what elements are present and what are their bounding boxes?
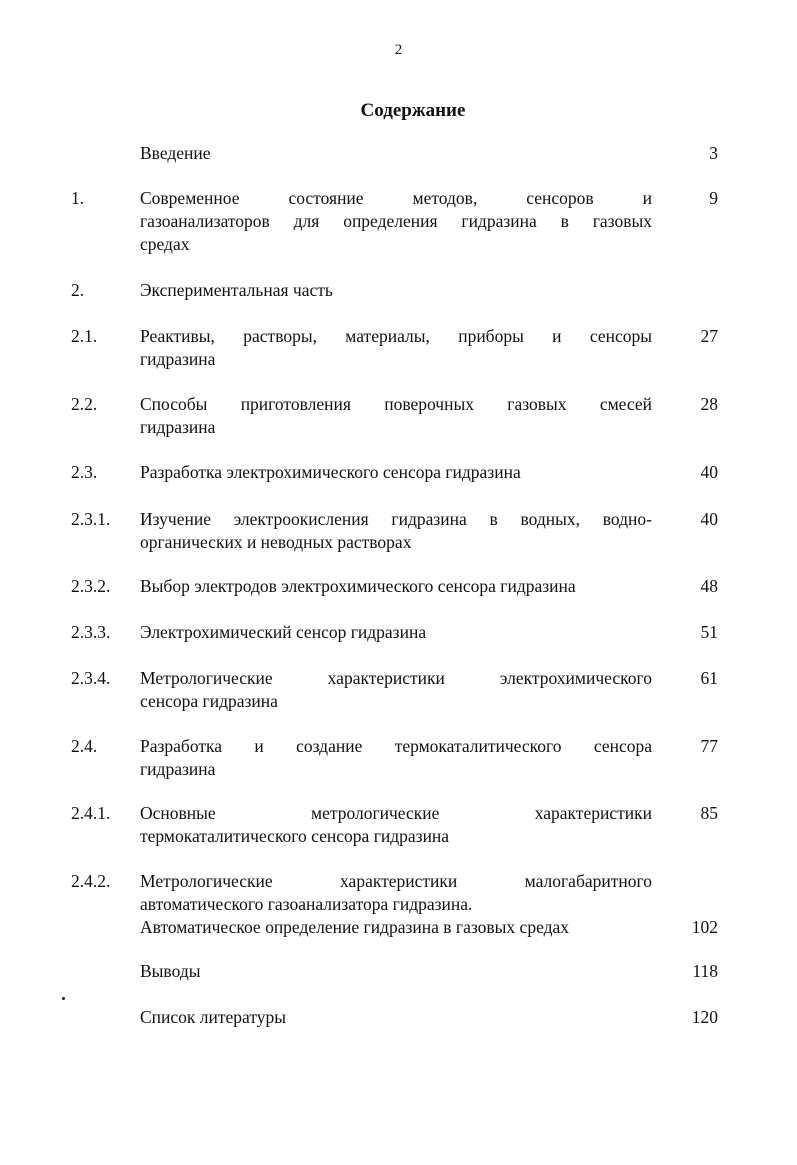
toc-entry-title bbox=[140, 667, 652, 713]
toc-entry-title-line: органических и неводных растворах bbox=[140, 532, 412, 552]
toc-entry-page: 85 bbox=[700, 803, 718, 823]
toc-entry-title-line: Разработка электрохимического сенсора гидразина bbox=[140, 462, 521, 482]
toc-entry-number: 2.4.2. bbox=[71, 871, 111, 891]
toc-entry-title-line: Автоматическое определение гидразина в газовых средах bbox=[140, 917, 570, 937]
toc-entry-title-line: автоматического газоанализатора гидразина. bbox=[140, 894, 473, 914]
toc-entry-title bbox=[140, 1006, 652, 1029]
toc-entry-title-line: Способы приготовления поверочных газовых смесей bbox=[140, 394, 652, 414]
toc-entry-title bbox=[140, 621, 652, 644]
toc-entry-title bbox=[140, 802, 652, 848]
toc-entry-page: 9 bbox=[709, 188, 718, 208]
toc-entry-title-line: термокаталитического сенсора гидразина bbox=[140, 826, 450, 846]
toc-entry-page: 3 bbox=[709, 143, 718, 163]
toc-entry-title-line: гидразина bbox=[140, 759, 216, 779]
toc-entry-page: 102 bbox=[691, 917, 718, 937]
toc-entry-title-line: Метрологические характеристики малогабаритного bbox=[140, 871, 652, 891]
toc-entry-title-line: Изучение электроокисления гидразина в водных, водно- bbox=[140, 509, 652, 529]
toc-entry-number: 2.3. bbox=[71, 462, 98, 482]
toc-entry-title-line: Электрохимический сенсор гидразина bbox=[140, 622, 427, 642]
toc-entry-page: 27 bbox=[700, 326, 718, 346]
toc-entry-title-line: Выводы bbox=[140, 961, 201, 981]
toc-entry-title bbox=[140, 325, 652, 371]
toc-entry-title-line: Введение bbox=[140, 143, 211, 163]
toc-title: Содержание bbox=[360, 100, 466, 121]
toc-entry-title bbox=[140, 279, 652, 302]
toc-entry-page: 61 bbox=[700, 668, 718, 688]
toc-entry-title-line: Основные метрологические характеристики bbox=[140, 803, 652, 823]
toc-entry-page: 51 bbox=[700, 622, 718, 642]
toc-entry-number: 2.3.2. bbox=[71, 576, 111, 596]
toc-entry-page: 48 bbox=[700, 576, 718, 596]
toc-entry-title-line: Список литературы bbox=[140, 1007, 287, 1027]
toc-entry-number: 1. bbox=[71, 188, 85, 208]
toc-entry-title bbox=[140, 461, 652, 484]
toc-entry-number: 2. bbox=[71, 280, 85, 300]
toc-entry-title-line: Современное состояние методов, сенсоров и bbox=[140, 188, 652, 208]
toc-entry-title-line: Выбор электродов электрохимического сенсора гидразина bbox=[140, 576, 576, 596]
toc-entry-title-line: гидразина bbox=[140, 349, 216, 369]
toc-entry-title bbox=[140, 508, 652, 554]
toc-entry-title-line: сенсора гидразина bbox=[140, 691, 278, 711]
toc-entry-title-line: газоанализаторов для определения гидразина в газовых bbox=[140, 211, 652, 231]
toc-entry-number: 2.4. bbox=[71, 736, 98, 756]
toc-entry-title bbox=[140, 735, 652, 781]
toc-entry-title-line: средах bbox=[140, 234, 190, 254]
scan-speck bbox=[62, 997, 65, 1000]
toc-entry-title-line: Разработка и создание термокаталитического сенсора bbox=[140, 736, 652, 756]
toc-entry-number: 2.4.1. bbox=[71, 803, 111, 823]
toc-entry-page: 120 bbox=[691, 1007, 718, 1027]
toc-entry-page: 40 bbox=[700, 509, 718, 529]
toc-entry-title-line: Метрологические характеристики электрохимического bbox=[140, 668, 652, 688]
toc-entry-title bbox=[140, 142, 652, 165]
toc-entry-title bbox=[140, 393, 652, 439]
page-number: 2 bbox=[394, 42, 403, 58]
toc-entry-title-line: Экспериментальная часть bbox=[140, 280, 333, 300]
toc-entry-page: 40 bbox=[700, 462, 718, 482]
toc-entry-title-line: Реактивы, растворы, материалы, приборы и сенсоры bbox=[140, 326, 652, 346]
toc-entry-page: 118 bbox=[692, 961, 718, 981]
toc-entry-title bbox=[140, 575, 652, 598]
toc-entry-number: 2.3.1. bbox=[71, 509, 111, 529]
toc-entry-page: 28 bbox=[700, 394, 718, 414]
toc-entry-number: 2.3.3. bbox=[71, 622, 111, 642]
toc-entry-number: 2.1. bbox=[71, 326, 98, 346]
toc-entry-number: 2.3.4. bbox=[71, 668, 111, 688]
toc-entry-title bbox=[140, 870, 652, 939]
toc-entry-number: 2.2. bbox=[71, 394, 98, 414]
toc-entry-page: 77 bbox=[700, 736, 718, 756]
toc-entry-title-line: гидразина bbox=[140, 417, 216, 437]
toc-entry-title bbox=[140, 960, 652, 983]
toc-entry-title bbox=[140, 187, 652, 256]
